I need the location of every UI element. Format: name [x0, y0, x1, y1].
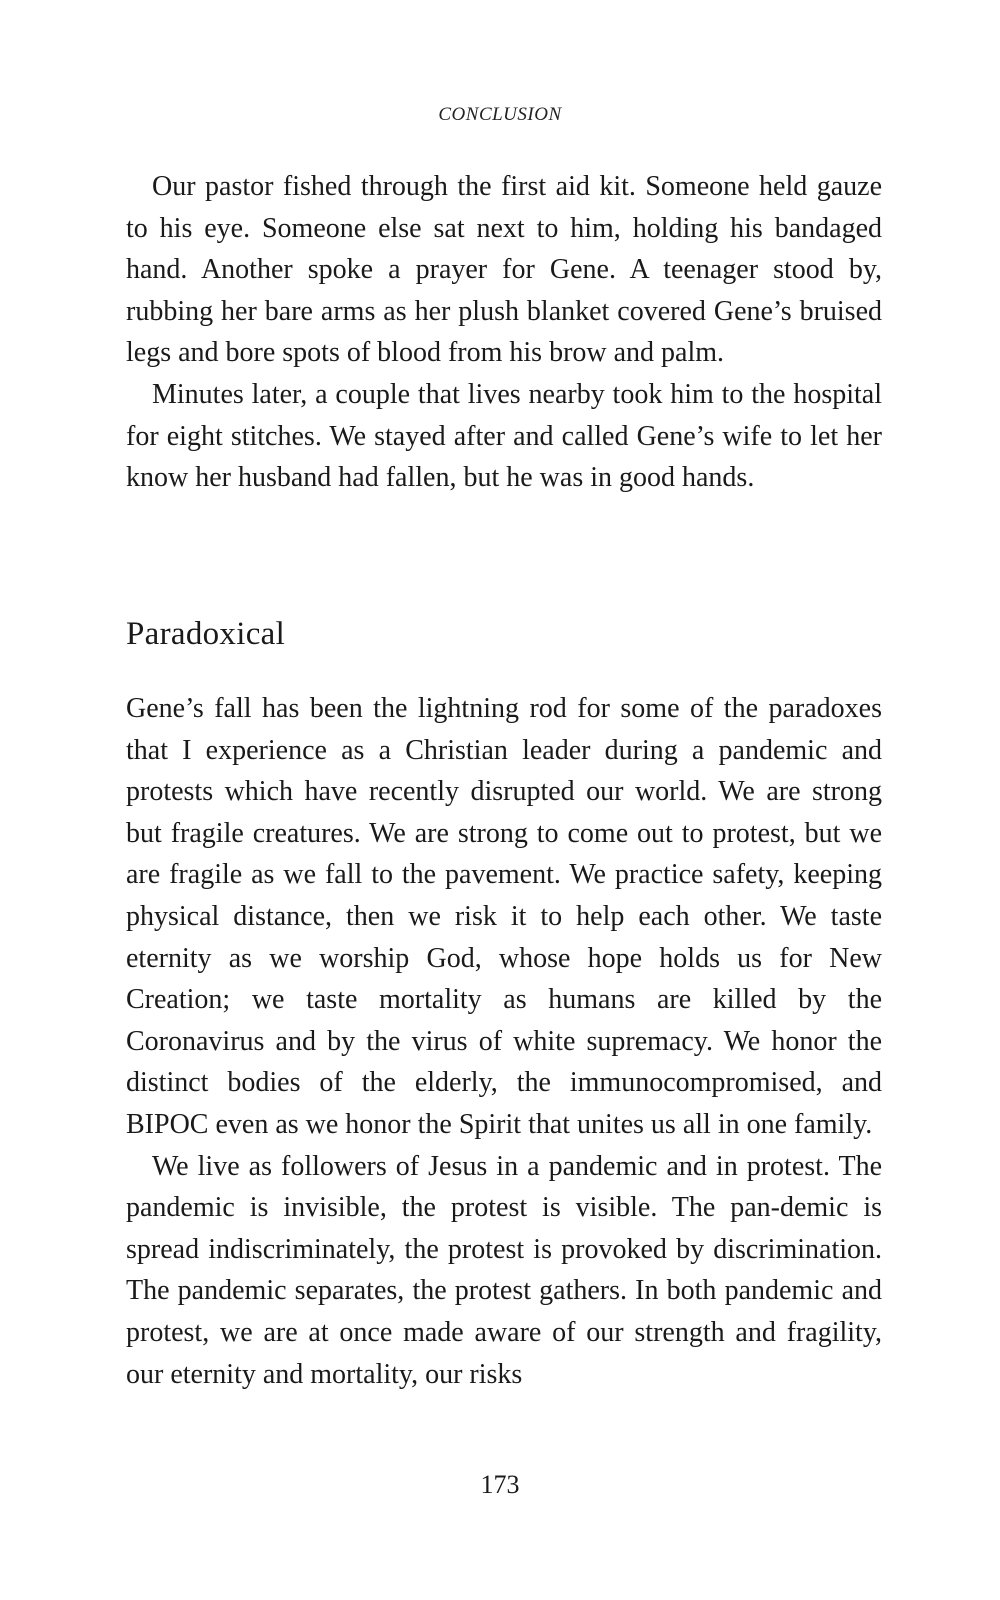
running-head: CONCLUSION — [438, 104, 562, 125]
body-paragraph: We live as followers of Jesus in a pandemic and in protest. The pandemic is invisible, the protest is visible. The pan-demic is spread indiscriminately, the protest is provoked by discrimination. The pandemic separates, the protest gathers. In both pandemic and protest, we are at once made aware of our strength and fragility, our eternity and mortality, our risks — [126, 1150, 882, 1390]
body-text-block-2 — [126, 688, 882, 1395]
page-number: 173 — [480, 1470, 520, 1499]
body-text-block-1 — [126, 166, 882, 499]
section-heading: Paradoxical — [126, 616, 286, 652]
body-paragraph: Gene’s fall has been the lightning rod for some of the paradoxes that I experience as a Christian leader during a pandemic and protests which have recently disrupted our world. We are strong but fragile creatures. We are strong to come out to protest, but we are fragile as we fall to the pavement. We practice safety, keeping physical distance, then we risk it to help each other. We taste eternity as we worship God, whose hope holds us for New Creation; we taste mortality as humans are killed by the Coronavirus and by the virus of white supremacy. We honor the distinct bodies of the elderly, the immunocompromised, and BIPOC even as we honor the Spirit that unites us all in one family. — [126, 693, 882, 1140]
body-paragraph: Our pastor fished through the first aid kit. Someone held gauze to his eye. Someone else sat next to him, holding his bandaged hand. Another spoke a prayer for Gene. A teenager stood by, rubbing her bare arms as her plush blanket covered Gene’s bruised legs and bore spots of blood from his brow and palm. — [126, 171, 882, 369]
body-paragraph: Minutes later, a couple that lives nearby took him to the hospital for eight stitches. We stayed after and called Gene’s wife to let her know her husband had fallen, but he was in good hands. — [126, 378, 882, 494]
